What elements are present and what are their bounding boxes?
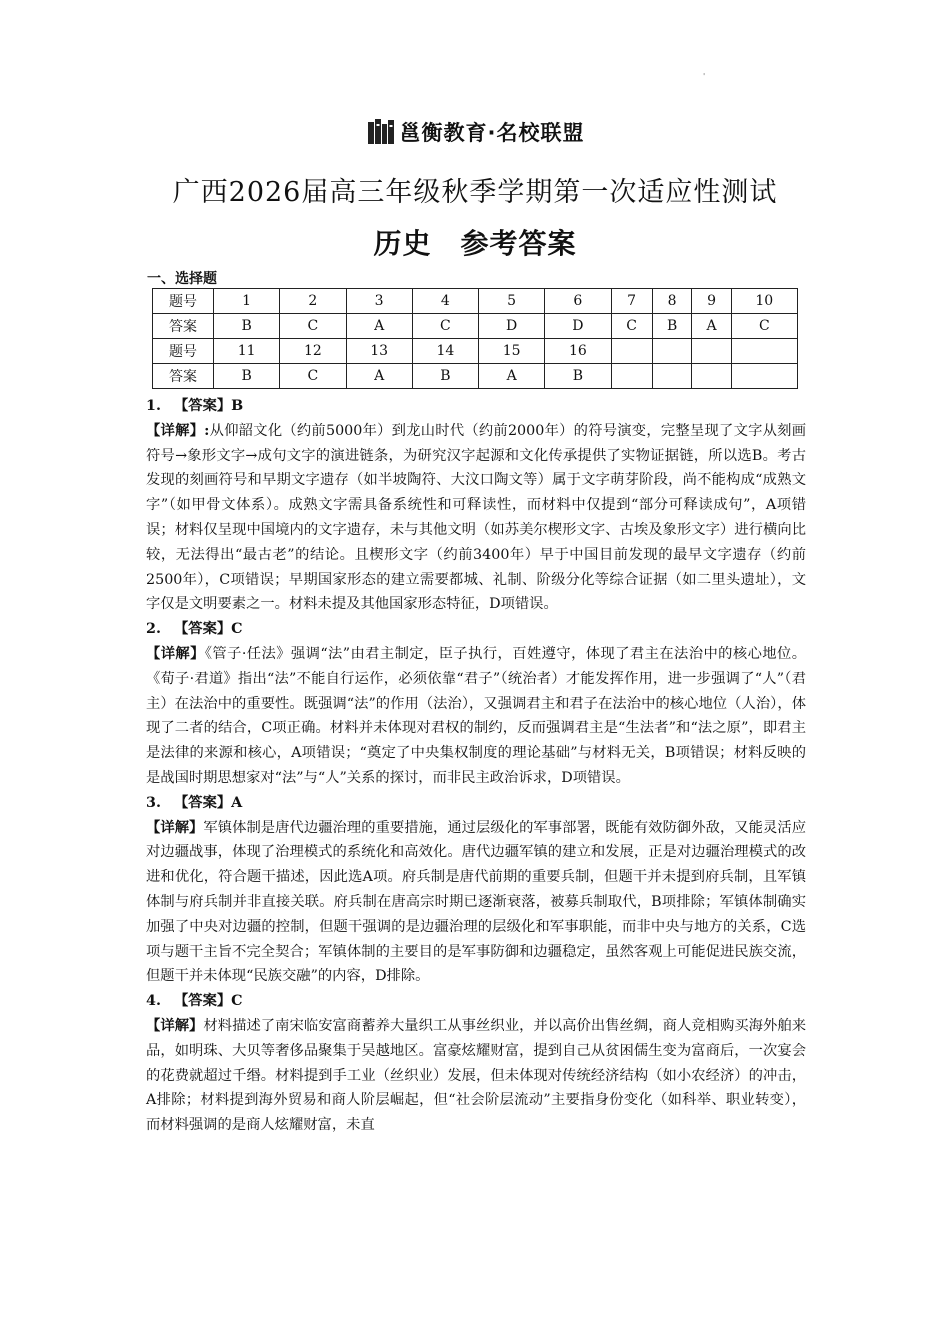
table-cell: 14 (412, 339, 478, 364)
row-label: 题号 (153, 339, 214, 364)
table-cell: C (611, 314, 652, 339)
table-cell: C (412, 314, 478, 339)
question-answer-heading (146, 791, 806, 816)
table-cell (652, 339, 692, 364)
table-cell: D (545, 314, 611, 339)
table-cell: B (412, 364, 478, 389)
table-cell (731, 339, 797, 364)
explanation-paragraph (146, 642, 806, 791)
detail-text: 从仰韶文化（约前5000年）到龙山时代（约前2000年）的符号演变，完整呈现了文字从刻画符号→象形文字→成句文字的演进链条，为研究汉字起源和文化传承提供了实物证据链，所以选B。考古发现的刻画符号和早期文字遗存（如半坡陶符、大汶口陶文等）属于文字萌芽阶段，尚不能构成“成熟文字”（如甲骨文体系）。成熟文字需具备系统性和可释读性，而材料中仅提到“部分可释读成句”，A项错误；材料仅呈现中国境内的文字遗存，未与其他文明（如苏美尔楔形文字、古埃及象形文字）进行横向比较，无法得出“最古老”的结论。且楔形文字（约前3400年）早于中国目前发现的最早文字遗存（约前2500年），C项错误；早期国家形态的建立需要都城、礼制、阶级分化等综合证据（如二里头遗址），文字仅是文明要素之一。材料未提及其他国家形态特征，D项错误。 (146, 422, 807, 613)
table-cell: 4 (412, 289, 478, 314)
answer-label: 【答案】A (174, 794, 243, 811)
exam-title: 广西2026届高三年级秋季学期第一次适应性测试 (172, 177, 778, 208)
question-answer-heading (146, 394, 806, 419)
question-number: 4. (146, 993, 161, 1010)
books-logo-icon (366, 116, 396, 146)
table-cell: A (479, 364, 545, 389)
table-cell: B (652, 314, 692, 339)
table-cell: 9 (692, 289, 731, 314)
detail-text: 军镇体制是唐代边疆治理的重要措施，通过层级化的军事部署，既能有效防御外敌，又能灵活应对边疆战事，体现了治理模式的系统化和高效化。唐代边疆军镇的建立和发展，正是对边疆治理模式的改进和优化，符合题干描述，因此选A项。府兵制是唐代前期的重要兵制，但题干并未提到府兵制，且军镇体制与府兵制并非直接关联。府兵制在唐高宗时期已逐渐衰落，被募兵制取代，B项排除；军镇体制确实加强了中央对边疆的控制，但题干强调的是边疆治理的层级化和军事职能，而非中央与地方的关系，C选项与题干主旨不完全契合；军镇体制的主要目的是军事防御和边疆稳定，虽然客观上可能促进民族交流，但题干并未体现“民族交融”的内容，D排除。 (146, 819, 807, 985)
table-cell: 13 (346, 339, 412, 364)
exam-subtitle: 历史 参考答案 (373, 227, 577, 260)
table-cell: 10 (731, 289, 797, 314)
question-number: 2. (146, 621, 161, 638)
detail-label: 【详解】 (146, 645, 205, 662)
row-label: 题号 (153, 289, 214, 314)
answer-label: 【答案】C (174, 993, 243, 1010)
detail-label: 【详解】 (146, 1017, 204, 1034)
table-row (153, 339, 798, 364)
explanation-paragraph (146, 1014, 806, 1138)
table-cell: 1 (214, 289, 280, 314)
detail-text: 材料描述了南宋临安富商蓄养大量织工从事丝织业，并以高价出售丝绸，商人竞相购买海外舶来品，如明珠、大贝等奢侈品聚集于吴越地区。富豪炫耀财富，提到自己从贫困儒生变为富商后，一次宴会的花费就超过千缗。材料提到手工业（丝织业）发展，但未体现对传统经济结构（如小农经济）的冲击，A排除；材料提到海外贸易和商人阶层崛起，但“社会阶层流动”主要指身份变化（如科举、职业转变），而材料强调的是商人炫耀财富，未直 (146, 1017, 807, 1134)
explanations (146, 394, 806, 1138)
table-cell: D (479, 314, 545, 339)
detail-label: 【详解】 (146, 819, 204, 836)
brand-header (0, 116, 950, 147)
table-cell: B (214, 364, 280, 389)
table-cell: A (692, 314, 731, 339)
table-cell: 6 (545, 289, 611, 314)
table-cell (611, 364, 652, 389)
table-cell: 7 (611, 289, 652, 314)
question-answer-heading (146, 617, 806, 642)
detail-label: 【详解】: (146, 422, 210, 439)
table-cell: 8 (652, 289, 692, 314)
table-cell: 12 (280, 339, 346, 364)
table-cell: 11 (214, 339, 280, 364)
table-cell: 3 (346, 289, 412, 314)
row-label: 答案 (153, 314, 214, 339)
table-cell: B (545, 364, 611, 389)
table-cell: B (214, 314, 280, 339)
answer-label: 【答案】B (174, 398, 244, 414)
table-cell: C (280, 364, 346, 389)
brand-name: 邕衡教育·名校联盟 (399, 121, 585, 145)
table-cell (692, 364, 731, 389)
table-cell: A (346, 364, 412, 389)
table-cell: 15 (479, 339, 545, 364)
table-cell: C (280, 314, 346, 339)
question-number: 3. (146, 794, 161, 811)
detail-text: 《管子·任法》强调“法”由君主制定，臣子执行，百姓遵守，体现了君主在法治中的核心地位。《荀子·君道》指出“法”不能自行运作，必须依靠“君子”（统治者）才能发挥作用，进一步强调了“人”（君主）在法治中的重要性。既强调“法”的作用（法治），又强调君主和君子在法治中的核心地位（人治），体现了二者的结合，C项正确。材料并未体现对君权的制约，反而强调君主是“生法者”和“法之原”，即君主是法律的来源和核心，A项错误；“奠定了中央集权制度的理论基础”与材料无关，B项错误；材料反映的是战国时期思想家对“法”与“人”关系的探讨，而非民主政治诉求，D项错误。 (146, 645, 807, 786)
table-cell: 16 (545, 339, 611, 364)
table-cell (692, 339, 731, 364)
section-title: 一、选择题 (147, 271, 217, 287)
explanation-paragraph (146, 816, 806, 990)
table-row (153, 314, 798, 339)
row-label: 答案 (153, 364, 214, 389)
table-cell (652, 364, 692, 389)
corner-mark: ' (703, 72, 706, 81)
table-cell: C (731, 314, 797, 339)
table-cell: 2 (280, 289, 346, 314)
explanation-paragraph (146, 419, 806, 617)
table-row (153, 289, 798, 314)
table-cell: A (346, 314, 412, 339)
table-cell (731, 364, 797, 389)
table-cell: 5 (479, 289, 545, 314)
answer-table (152, 288, 798, 389)
table-row (153, 364, 798, 389)
question-answer-heading (146, 989, 806, 1014)
table-cell (611, 339, 652, 364)
answer-label: 【答案】C (174, 621, 243, 638)
question-number: 1. (146, 398, 161, 414)
